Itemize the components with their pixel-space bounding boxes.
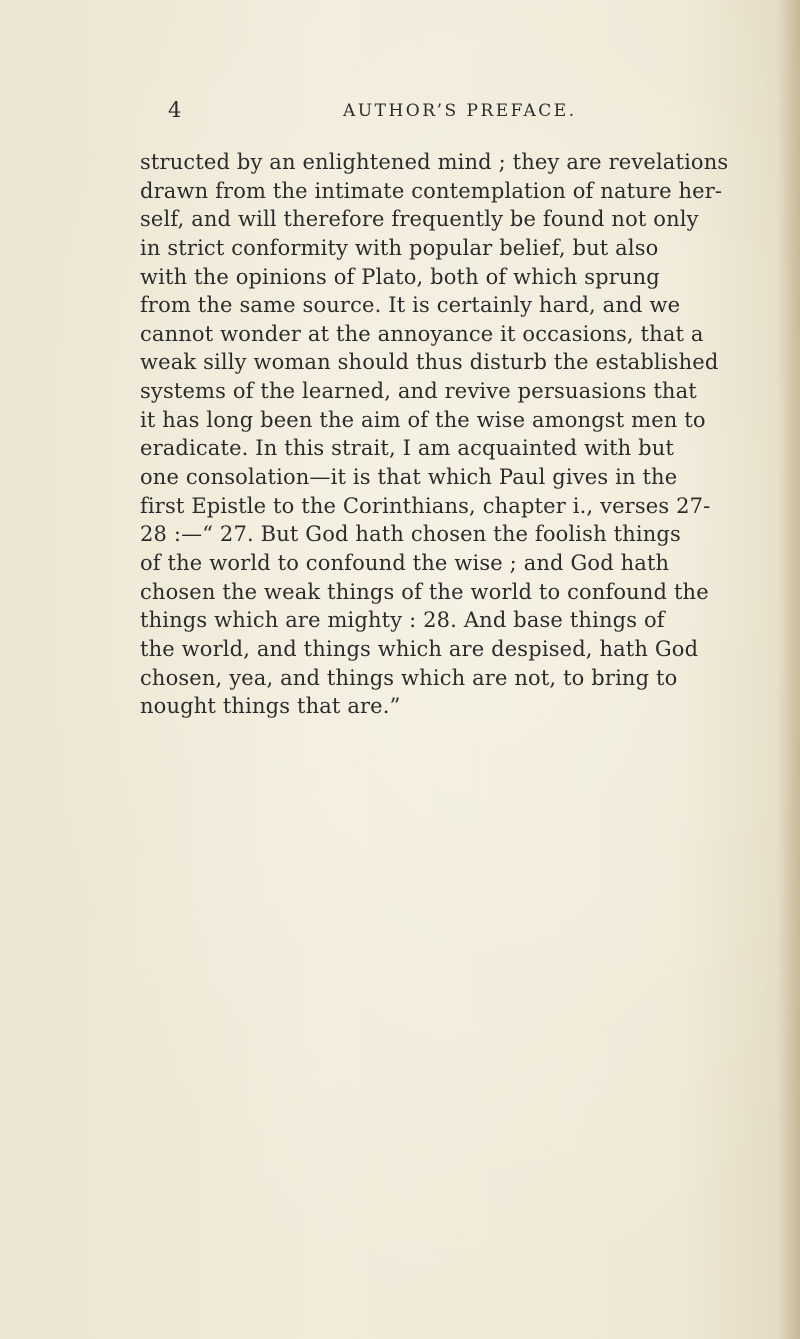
text-line: it has long been the aim of the wise amongst men to — [140, 407, 706, 432]
text-line: the world, and things which are despised, hath God — [140, 636, 699, 661]
text-line: things which are mighty : 28. And base things of — [140, 608, 665, 633]
text-line: with the opinions of Plato, both of which sprung — [140, 264, 660, 289]
page-header — [0, 98, 800, 128]
text-line: chosen the weak things of the world to confound the — [140, 579, 709, 604]
text-line: chosen, yea, and things which are not, to bring to — [140, 665, 678, 690]
running-head: AUTHOR’S PREFACE. — [343, 101, 577, 121]
text-line: from the same source. It is certainly hard, and we — [140, 293, 681, 318]
body-text — [140, 148, 800, 721]
text-line: nought things that are.” — [140, 694, 401, 719]
text-line: of the world to confound the wise ; and God hath — [140, 550, 670, 575]
text-line: 28 :—“ 27. But God hath chosen the foolish things — [140, 522, 681, 547]
text-line: structed by an enlightened mind ; they are revelations — [140, 150, 729, 174]
text-line: systems of the learned, and revive persuasions that — [140, 379, 697, 404]
text-line: eradicate. In this strait, I am acquainted with but — [140, 436, 675, 461]
text-line: in strict conformity with popular belief, but also — [140, 235, 659, 260]
page-number: 4 — [168, 98, 182, 122]
text-line: cannot wonder at the annoyance it occasions, that a — [140, 321, 704, 346]
text-line: first Epistle to the Corinthians, chapter i., verses 27- — [140, 493, 711, 518]
text-line: self, and will therefore frequently be found not only — [140, 207, 699, 232]
text-line: weak silly woman should thus disturb the established — [140, 350, 719, 375]
text-line: one consolation—it is that which Paul gives in the — [140, 465, 678, 490]
text-line: drawn from the intimate contemplation of nature her- — [140, 178, 723, 203]
